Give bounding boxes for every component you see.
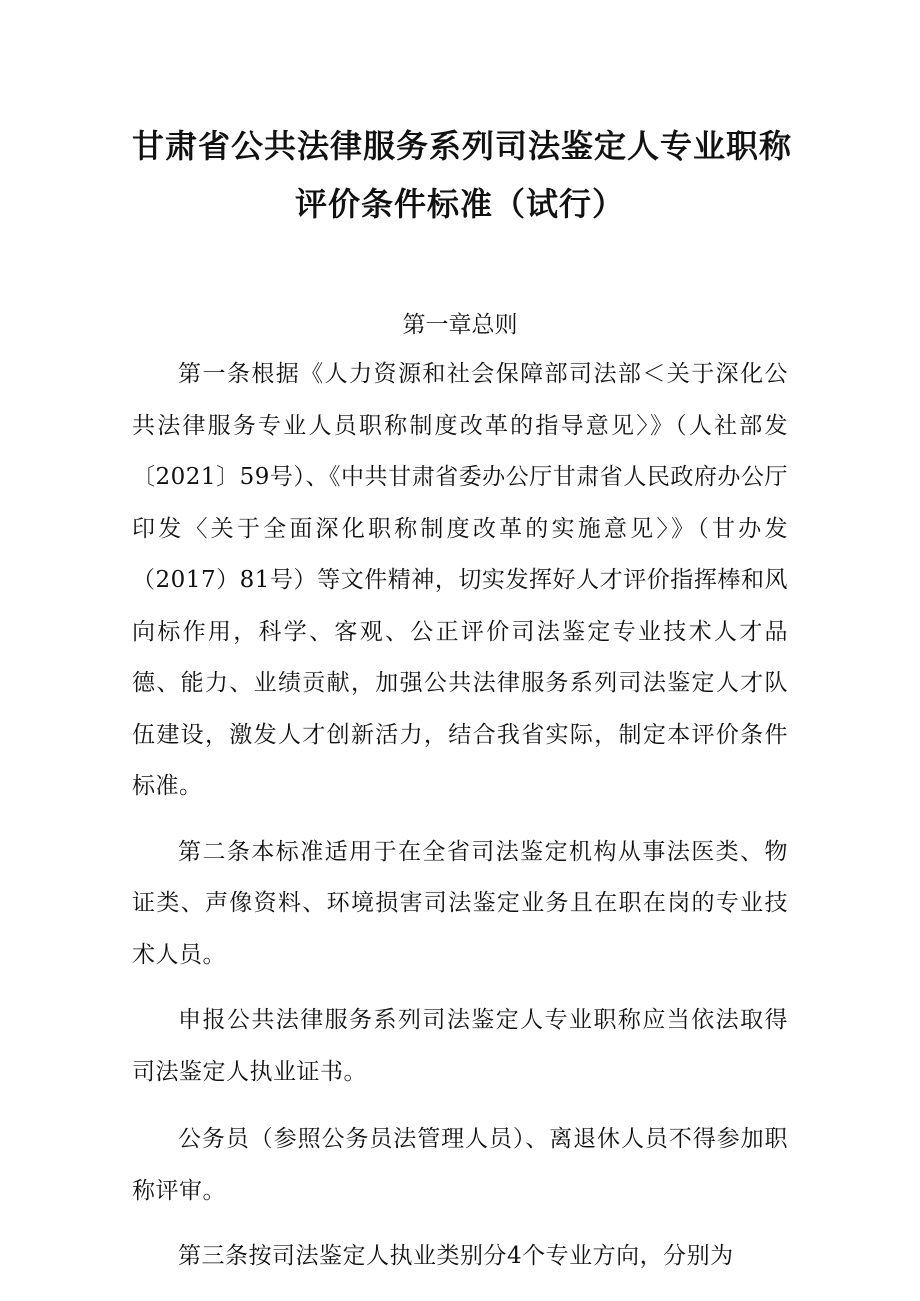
article-2-paragraph: 第二条本标准适用于在全省司法鉴定机构从事法医类、物证类、声像资料、环境损害司法鉴定业务且在职在岗的专业技术人员。 — [132, 838, 788, 968]
certificate-requirement-paragraph: 申报公共法律服务系列司法鉴定人专业职称应当依法取得司法鉴定人执业证书。 — [132, 1007, 788, 1085]
document-title — [132, 117, 793, 233]
chapter-heading: 第一章总则 — [402, 312, 518, 338]
title-line-2: 评价条件标准（试行） — [294, 185, 625, 223]
article-1-paragraph: 第一条根据《人力资源和社会保障部司法部＜关于深化公共法律服务专业人员职称制度改革的指导意见〉》（人社部发〔2021〕59号）、《中共甘肃省委办公厅甘肃省人民政府办公厅印发〈关于全面深化职称制度改革的实施意见〉》（甘办发（2017）81号）等文件精神，切实发挥好人才评价指挥棒和风向标作用，科学、客观、公正评价司法鉴定专业技术人才品德、能力、业绩贡献，加强公共法律服务系列司法鉴定人才队伍建设，激发人才创新活力，结合我省实际，制定本评价条件标准。 — [132, 361, 788, 799]
exclusion-paragraph: 公务员（参照公务员法管理人员）、离退休人员不得参加职称评审。 — [132, 1126, 788, 1204]
title-line-1: 甘肃省公共法律服务系列司法鉴定人专业职称 — [132, 127, 793, 165]
article-3-paragraph: 第三条按司法鉴定人执业类别分4个专业方向，分别为 — [178, 1243, 734, 1269]
